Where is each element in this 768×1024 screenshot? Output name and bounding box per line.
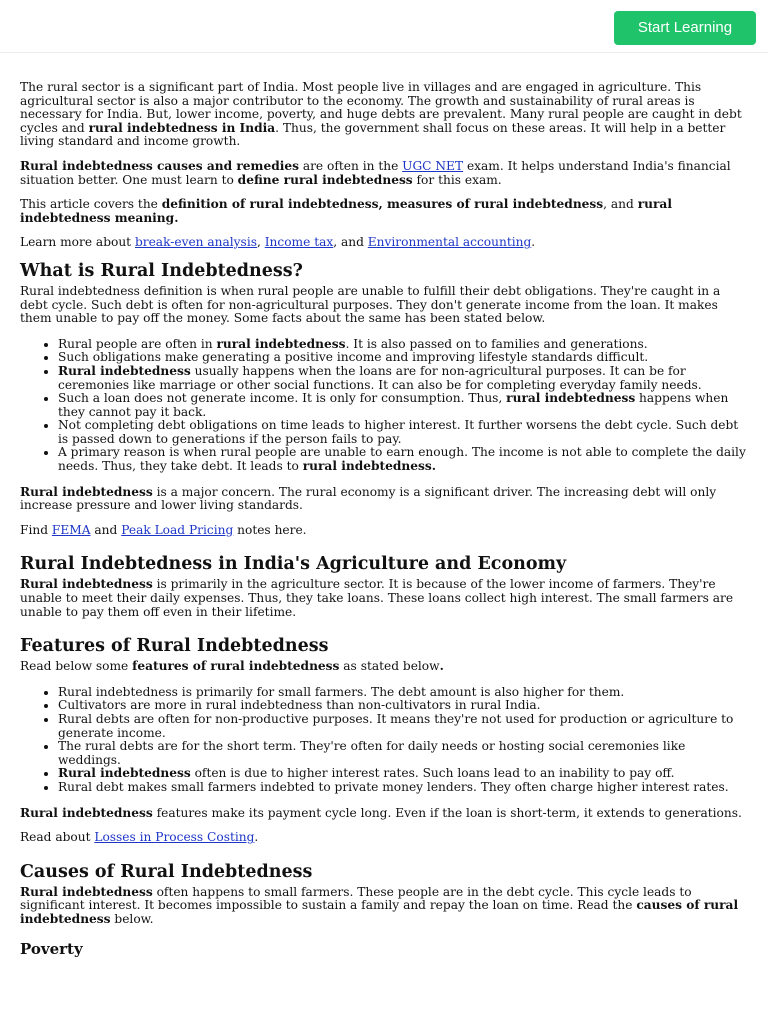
learn-more-paragraph: [20, 236, 748, 250]
bold-text: rural indebtedness in India: [88, 120, 276, 135]
bold-text: rural indebtedness: [506, 391, 636, 406]
text: happens when they cannot pay it back.: [58, 391, 729, 419]
text: as stated below: [339, 659, 440, 674]
section-heading: Features of Rural Indebtedness: [20, 636, 329, 657]
bold-text: .: [439, 659, 444, 674]
list-item: [58, 338, 748, 352]
top-bar: [0, 0, 768, 53]
list-item: • Not completing debt obligations on time leads to higher interest. It further worsens the debt cycle. Such debt is passed down to generations if the person fails to pay.: [58, 419, 748, 446]
text: for this exam.: [412, 172, 502, 187]
bold-text: Rural indebtedness: [20, 484, 153, 499]
text: .: [254, 830, 259, 845]
text: are often in the: [298, 158, 403, 173]
text: below.: [110, 911, 154, 926]
list-item: • The rural debts are for the short term. They're often for daily needs or hosting social ceremonies like weddings.: [58, 740, 748, 767]
section-paragraph: [20, 660, 748, 674]
break-even-analysis-link[interactable]: break-even analysis: [134, 235, 257, 250]
text: is a major concern. The rural economy is a significant driver. The increasing debt will only increase pressure and lower living standards.: [20, 484, 717, 513]
income-tax-link[interactable]: Income tax: [264, 235, 334, 250]
text: exam. It helps understand India's financial situation better. One must learn to: [20, 158, 731, 187]
text: The rural sector is a significant part of India. Most people live in villages and are engaged in agriculture. This agricultural sector is also a major contributor to the economy. The growth and sustainability of rural areas is necessary for India. But, lower income, poverty, and huge debts are prevalent. Many rural people are caught in debt cycles and: [20, 80, 742, 135]
bold-text: Rural indebtedness: [58, 363, 191, 378]
bold-text: Rural indebtedness: [20, 577, 153, 592]
text: Read below some: [20, 659, 133, 674]
bold-text: Rural indebtedness: [58, 766, 191, 781]
text: Rural people are often in: [58, 336, 217, 351]
list-item: • Rural debts are often for non-productive purposes. It means they're not used for production or agriculture to generate income.: [58, 713, 748, 740]
text: .: [531, 235, 536, 250]
text: A primary reason is when rural people are unable to earn enough. The income is not able to complete the daily needs. Thus, they take debt. It leads to: [58, 445, 746, 474]
section-paragraph: [20, 886, 748, 927]
text: Read about: [20, 830, 95, 845]
text: usually happens when the loans are for non-agricultural purposes. It can be for ceremonies like marriage or other social functions. It can also be for completing everyday family needs.: [58, 363, 702, 392]
list-item: • Such obligations make generating a positive income and improving lifestyle standards difficult.: [58, 351, 748, 365]
fema-link[interactable]: FEMA: [51, 522, 91, 537]
section-paragraph: [20, 807, 748, 821]
bold-text: define rural indebtedness: [237, 172, 413, 187]
text: notes here.: [233, 522, 307, 537]
bold-text: rural indebtedness.: [302, 459, 436, 474]
bold-text: definition of rural indebtedness, measures of rural indebtedness: [161, 197, 604, 212]
facts-list: [20, 338, 748, 474]
text: and: [90, 522, 122, 537]
intro-paragraph: [20, 81, 748, 149]
text: features make its payment cycle long. Even if the loan is short-term, it extends to generations.: [152, 805, 742, 820]
list-item: • Rural debt makes small farmers indebted to private money lenders. They often charge higher interest rates.: [58, 781, 748, 795]
list-item: [58, 365, 748, 392]
text: , and: [333, 235, 368, 250]
article-body: [20, 81, 748, 958]
bold-text: Rural indebtedness causes and remedies: [20, 158, 299, 173]
text: . Thus, the government shall focus on these areas. It will help in a better living standard and income growth.: [20, 120, 726, 149]
section-heading: Rural Indebtedness in India's Agriculture and Economy: [20, 554, 567, 575]
bold-text: Rural indebtedness: [20, 884, 153, 899]
intro-paragraph: [20, 160, 748, 187]
start-learning-button[interactable]: Start Learning: [614, 11, 756, 45]
bold-text: causes of rural indebtedness: [20, 898, 739, 926]
section-paragraph: [20, 578, 748, 619]
section-paragraph: [20, 486, 748, 513]
section-heading: What is Rural Indebtedness?: [20, 260, 303, 281]
text: Find: [20, 522, 52, 537]
text: often happens to small farmers. These people are in the debt cycle. This cycle leads to significant interest. It becomes impossible to sustain a family and repay the loan on time. Read the: [20, 884, 692, 913]
text: This article covers the: [20, 197, 162, 212]
features-list: [20, 686, 748, 795]
environmental-accounting-link[interactable]: Environmental accounting: [367, 235, 532, 250]
find-notes-paragraph: [20, 524, 748, 538]
text: . It is also passed on to families and generations.: [345, 336, 648, 351]
list-item: • Cultivators are more in rural indebtedness than non-cultivators in rural India.: [58, 699, 748, 713]
text: ,: [256, 235, 265, 250]
bold-text: rural indebtedness: [216, 336, 346, 351]
text: is primarily in the agriculture sector. It is because of the lower income of farmers. They're unable to meet their daily expenses. Thus, they take loans. These loans collect high interest. The small farmers are unable to pay them off even in their lifetime.: [20, 577, 734, 619]
section-paragraph: Rural indebtedness definition is when rural people are unable to fulfill their debt obligations. They're caught in a debt cycle. Such debt is often for non-agricultural purposes. They don't generate income from the loan. It makes them unable to pay off the money. Some facts about the same has been stated below.: [20, 283, 721, 326]
bold-text: features of rural indebtedness: [132, 659, 340, 674]
text: , and: [603, 197, 638, 212]
list-item: • Rural indebtedness is primarily for small farmers. The debt amount is also higher for them.: [58, 686, 748, 700]
list-item: [58, 446, 748, 473]
peak-load-pricing-link[interactable]: Peak Load Pricing: [121, 522, 234, 537]
read-about-paragraph: [20, 831, 748, 845]
text: Such a loan does not generate income. It is only for consumption. Thus,: [58, 391, 507, 406]
losses-in-process-costing-link[interactable]: Losses in Process Costing: [94, 830, 255, 845]
bold-text: Rural indebtedness: [20, 805, 153, 820]
text: often is due to higher interest rates. Such loans lead to an inability to pay off.: [190, 766, 675, 781]
text: Learn more about: [20, 235, 135, 250]
list-item: [58, 767, 748, 781]
intro-paragraph: [20, 198, 748, 225]
section-heading: Causes of Rural Indebtedness: [20, 861, 313, 882]
bold-text: rural indebtedness meaning.: [20, 197, 672, 225]
list-item: [58, 392, 748, 419]
subsection-heading: Poverty: [20, 939, 83, 958]
ugc-net-link[interactable]: UGC NET: [402, 158, 464, 173]
